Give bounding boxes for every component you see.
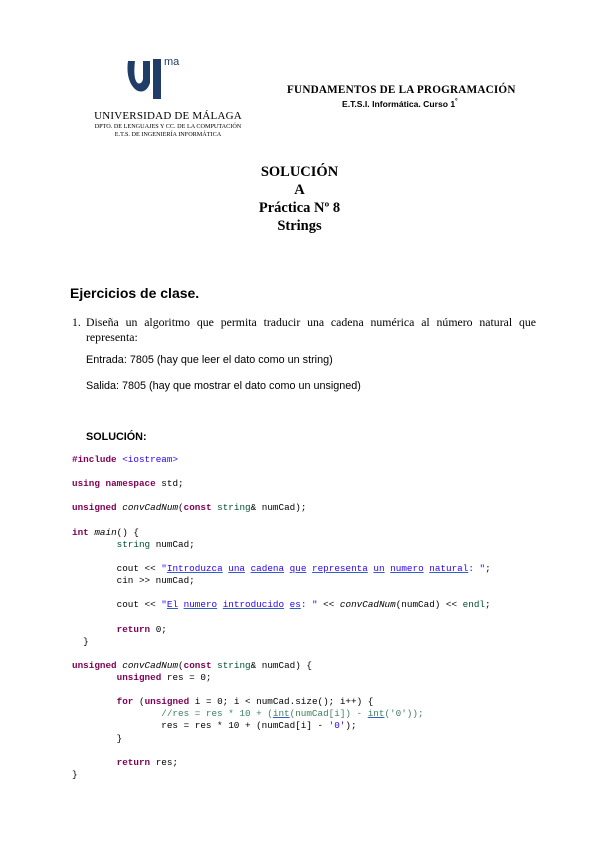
code-token: un xyxy=(373,562,385,574)
title-line: A xyxy=(294,182,305,198)
code-token: unsigned xyxy=(116,671,162,683)
course-subtitle-sup: º xyxy=(455,99,458,106)
code-token: ( xyxy=(178,502,184,514)
code-token: res = 0; xyxy=(161,671,212,683)
code-token: main xyxy=(94,526,117,538)
code-line xyxy=(72,672,491,684)
code-token: cout << xyxy=(72,562,162,574)
code-line xyxy=(72,454,491,466)
code-token: (numCad[i]) - xyxy=(289,708,368,720)
code-token: string xyxy=(217,502,251,514)
title-line: SOLUCIÓN xyxy=(260,164,339,180)
code-line xyxy=(72,636,491,648)
code-token: (numCad) << xyxy=(395,599,463,611)
code-line xyxy=(72,757,491,769)
code-token: convCadNum xyxy=(339,599,396,611)
code-token: i = 0; i < numCad.size(); i++) { xyxy=(189,696,374,708)
code-line xyxy=(72,527,491,539)
code-token: " xyxy=(161,599,167,611)
code-token: numero xyxy=(183,599,218,611)
code-token: () { xyxy=(116,526,139,538)
code-token: numCad; xyxy=(150,538,195,550)
code-token: : " xyxy=(300,599,318,611)
code-token: } xyxy=(72,635,89,647)
code-token: ( xyxy=(133,696,145,708)
code-token: unsigned xyxy=(144,696,190,708)
code-token: ( xyxy=(178,659,184,671)
code-token: ; xyxy=(485,562,491,574)
department xyxy=(68,123,268,139)
code-token: cin >> numCad; xyxy=(72,575,195,587)
solution-label: SOLUCIÓN: xyxy=(86,431,147,443)
code-token xyxy=(72,539,117,550)
code-line xyxy=(72,539,491,551)
code-line xyxy=(72,490,491,502)
department-line: DPTO. DE LENGUAJES Y CC. DE LA COMPUTACIÓN xyxy=(94,123,242,130)
code-token: 0; xyxy=(150,623,167,635)
code-line xyxy=(72,624,491,636)
code-line xyxy=(72,587,491,599)
code-token: res = res * 10 + (numCad[i] - xyxy=(72,720,329,732)
code-line xyxy=(72,684,491,696)
code-listing xyxy=(72,454,491,781)
code-token: string xyxy=(116,538,151,550)
code-token: convCadNum xyxy=(122,659,179,671)
code-token: es xyxy=(289,599,301,611)
code-line xyxy=(72,660,491,672)
code-token: introducido xyxy=(222,599,285,611)
code-token: : " xyxy=(468,562,486,574)
code-token xyxy=(72,757,117,768)
code-line xyxy=(72,466,491,478)
code-token: << xyxy=(317,599,340,611)
code-token: " xyxy=(161,562,167,574)
code-token: ('0')); xyxy=(384,708,424,720)
code-token: El xyxy=(166,599,179,611)
code-token: que xyxy=(289,562,307,574)
code-token: ); xyxy=(345,720,357,732)
code-token: natural xyxy=(429,562,469,574)
code-token: numero xyxy=(390,562,424,574)
code-token: int xyxy=(367,708,385,720)
code-line xyxy=(72,769,491,781)
code-line xyxy=(72,648,491,660)
university-logo xyxy=(120,55,210,105)
code-token: using xyxy=(72,478,100,490)
code-token: int xyxy=(72,526,89,538)
code-token: return xyxy=(116,756,151,768)
code-token: std; xyxy=(155,478,184,490)
code-token: endl xyxy=(462,599,485,611)
code-token: ; xyxy=(485,599,491,611)
department-line: E.T.S. DE INGENIERÍA INFORMÁTICA xyxy=(114,131,222,138)
code-line xyxy=(72,733,491,745)
code-token: string xyxy=(217,659,251,671)
input-example: Entrada: 7805 (hay que leer el dato como un string) xyxy=(86,354,333,366)
output-example: Salida: 7805 (hay que mostrar el dato como un unsigned) xyxy=(86,380,361,392)
code-token: & numCad) { xyxy=(250,659,312,671)
code-token: cadena xyxy=(250,562,285,574)
code-token: Introduzca xyxy=(166,562,223,574)
code-line xyxy=(72,515,491,527)
code-line xyxy=(72,696,491,708)
exercise-statement: Diseña un algoritmo que permita traducir una cadena numérica al número natural que representa: xyxy=(86,315,536,344)
code-line xyxy=(72,611,491,623)
code-token: '0' xyxy=(328,720,346,732)
code-token: una xyxy=(228,562,245,574)
code-token: } xyxy=(72,732,123,744)
code-line xyxy=(72,563,491,575)
code-token: //res = res * 10 + ( xyxy=(161,708,273,720)
code-token: & numCad); xyxy=(250,502,307,514)
code-line xyxy=(72,708,491,720)
code-token: const xyxy=(183,659,212,671)
code-token xyxy=(72,672,117,683)
code-line xyxy=(72,720,491,732)
code-token: <iostream> xyxy=(122,454,179,465)
course-subtitle xyxy=(342,99,457,109)
code-token: unsigned xyxy=(72,659,117,671)
code-token: representa xyxy=(312,562,368,574)
code-token xyxy=(72,708,161,719)
course-subtitle-text: E.T.S.I. Informática. Curso 1 xyxy=(342,99,456,109)
code-line xyxy=(72,502,491,514)
section-heading: Ejercicios de clase. xyxy=(70,285,200,301)
code-line xyxy=(72,599,491,611)
code-token: for xyxy=(116,696,134,708)
code-token xyxy=(72,696,117,707)
code-token: convCadNum xyxy=(122,502,179,514)
code-token: int xyxy=(272,708,290,720)
code-line xyxy=(72,575,491,587)
university-name: UNIVERSIDAD DE MÁLAGA xyxy=(94,110,242,122)
code-token: return xyxy=(116,623,151,635)
code-line xyxy=(72,551,491,563)
code-token xyxy=(72,624,117,635)
code-token: } xyxy=(72,768,78,780)
course-title: FUNDAMENTOS DE LA PROGRAMACIÓN xyxy=(287,84,516,96)
code-token: res; xyxy=(150,756,179,768)
code-token: cout << xyxy=(72,599,162,611)
title-line: Strings xyxy=(277,218,322,234)
logo-text: ma xyxy=(164,56,180,68)
exercise-number: 1. xyxy=(72,315,81,329)
code-token: unsigned xyxy=(72,502,117,514)
title-line: Práctica Nº 8 xyxy=(258,200,341,216)
code-token: namespace xyxy=(105,478,156,490)
code-token: const xyxy=(183,502,212,514)
code-line xyxy=(72,745,491,757)
code-line xyxy=(72,478,491,490)
code-token: #include xyxy=(72,454,123,465)
